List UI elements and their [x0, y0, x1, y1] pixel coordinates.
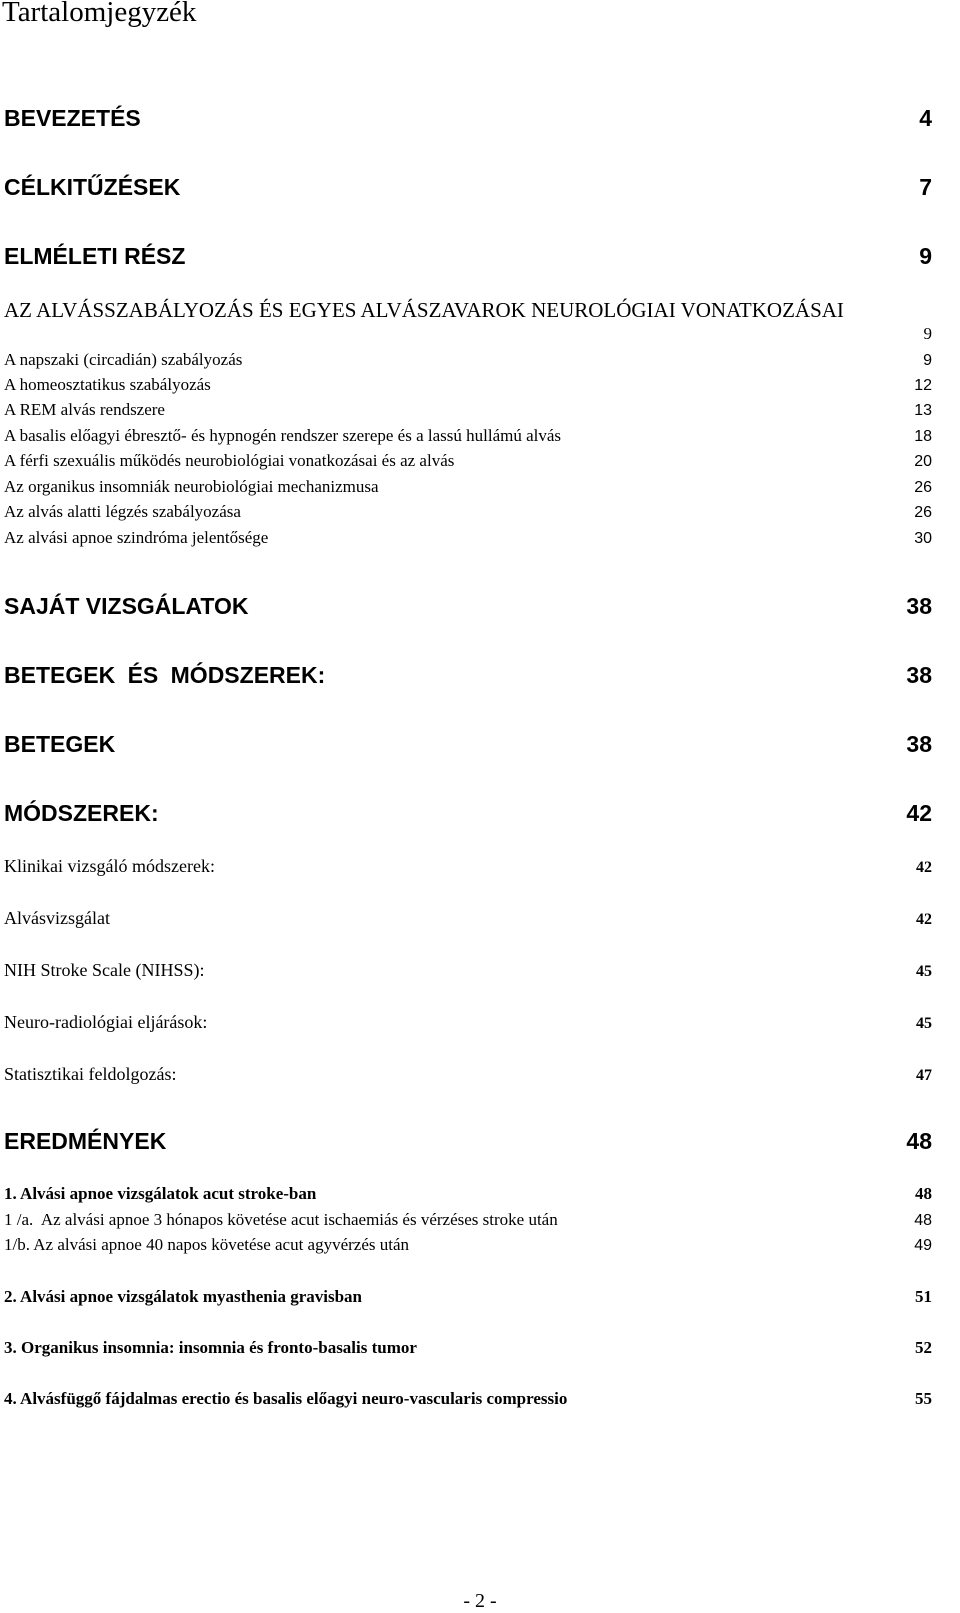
toc-page-number: 13 [914, 402, 932, 419]
toc-entry-rem-alvas[interactable] [4, 400, 932, 420]
toc-page-number: 38 [906, 593, 932, 619]
toc-entry-text: Az organikus insomniák neurobiológiai mechanizmusa [4, 477, 379, 496]
toc-page-number: 52 [915, 1338, 932, 1357]
toc-entry-homeosztatikus[interactable] [4, 375, 932, 395]
toc-page-number: 42 [916, 859, 932, 876]
toc-entry-text: 4. Alvásfüggő fájdalmas erectio és basalis előagyi neuro-vascularis compressio [4, 1389, 568, 1408]
toc-entry-napszaki[interactable] [4, 350, 932, 370]
toc-entry-sajat-vizsgalatok[interactable] [4, 593, 932, 620]
toc-entry-result-3[interactable] [4, 1338, 932, 1358]
toc-entry-eredmenyek[interactable] [4, 1128, 932, 1155]
toc-entry-text: A napszaki (circadián) szabályozás [4, 350, 243, 369]
toc-page-number: 4 [919, 105, 932, 131]
toc-entry-result-1a[interactable] [4, 1210, 932, 1230]
toc-page-number: 12 [914, 377, 932, 394]
toc-entry-neuro-radiologiai[interactable] [4, 1012, 932, 1033]
toc-entry-bevezetes[interactable] [4, 105, 932, 132]
toc-entry-text: 3. Organikus insomnia: insomnia és fronto-basalis tumor [4, 1338, 417, 1357]
toc-entry-result-1[interactable] [4, 1184, 932, 1204]
toc-entry-nihss[interactable] [4, 960, 932, 981]
toc-entry-text: ELMÉLETI RÉSZ [4, 243, 186, 269]
toc-page-number: 20 [914, 453, 932, 470]
toc-entry-modszerek[interactable] [4, 800, 932, 827]
toc-page-number: 9 [923, 324, 932, 343]
page-title: Tartalomjegyzék [2, 0, 197, 28]
toc-entry-text: SAJÁT VIZSGÁLATOK [4, 593, 249, 619]
toc-entry-text: 1. Alvási apnoe vizsgálatok acut stroke-ban [4, 1184, 317, 1203]
toc-page-number: 30 [914, 530, 932, 547]
toc-page-number: 18 [914, 428, 932, 445]
toc-entry-text: EREDMÉNYEK [4, 1128, 167, 1154]
toc-entry-elmeleti-resz[interactable] [4, 243, 932, 270]
toc-entry-text: Az alvási apnoe szindróma jelentősége [4, 528, 269, 547]
toc-entry-alvasszabalyozas-heading[interactable]: AZ ALVÁSSZABÁLYOZÁS ÉS EGYES ALVÁSZAVAROK NEUROLÓGIAI VONATKOZÁSAI [4, 298, 844, 322]
toc-page-number: 42 [906, 800, 932, 826]
toc-entry-result-4[interactable] [4, 1389, 932, 1409]
toc-entry-text: Statisztikai feldolgozás: [4, 1064, 177, 1084]
toc-entry-text: BEVEZETÉS [4, 105, 141, 131]
toc-entry-text: Neuro-radiológiai eljárások: [4, 1012, 208, 1032]
toc-entry-text: A homeosztatikus szabályozás [4, 375, 211, 394]
toc-entry-text: 1/b. Az alvási apnoe 40 napos követése acut agyvérzés után [4, 1235, 410, 1254]
toc-page-number: 48 [906, 1128, 932, 1154]
toc-page-number: 38 [906, 662, 932, 688]
toc-entry-text: 2. Alvási apnoe vizsgálatok myasthenia gravisban [4, 1287, 362, 1306]
toc-entry-ferfi-szexualis[interactable] [4, 451, 932, 471]
toc-entry-text: Alvásvizsgálat [4, 908, 110, 928]
toc-entry-organikus-insomniak[interactable] [4, 477, 932, 497]
toc-entry-klinikai[interactable] [4, 856, 932, 877]
toc-page-number: 48 [915, 1184, 932, 1203]
toc-entry-text: A basalis előagyi ébresztő- és hypnogén rendszer szerepe és a lassú hullámú alvás [4, 426, 562, 445]
toc-entry-alvasszabalyozas[interactable] [4, 324, 932, 344]
toc-entry-alvasvizsgalat[interactable] [4, 908, 932, 929]
toc-entry-legzes-szabalyozasa[interactable] [4, 502, 932, 522]
toc-entry-text: Klinikai vizsgáló módszerek: [4, 856, 215, 876]
toc-page-number: 45 [916, 1015, 932, 1032]
toc-page-number: 42 [916, 911, 932, 928]
toc-entry-text: CÉLKITŰZÉSEK [4, 174, 181, 200]
toc-entry-text: Az alvás alatti légzés szabályozása [4, 502, 241, 521]
toc-page-number: 9 [919, 243, 932, 269]
toc-page-number: 7 [919, 174, 932, 200]
toc-entry-result-1b[interactable] [4, 1235, 932, 1255]
page-number-footer: - 2 - [463, 1590, 497, 1612]
toc-page-number: 45 [916, 963, 932, 980]
toc-entry-betegek[interactable] [4, 731, 932, 758]
toc-entry-celkituzesek[interactable] [4, 174, 932, 201]
toc-entry-statisztikai[interactable] [4, 1064, 932, 1085]
toc-entry-result-2[interactable] [4, 1287, 932, 1307]
toc-page-number: 51 [915, 1287, 932, 1306]
toc-entry-text: A REM alvás rendszere [4, 400, 165, 419]
toc-entry-text: 1 /a. Az alvási apnoe 3 hónapos követése acut ischaemiás és vérzéses stroke után [4, 1210, 558, 1229]
toc-page-number: 9 [923, 352, 932, 369]
toc-entry-apnoe-jelentosege[interactable] [4, 528, 932, 548]
toc-entry-text: MÓDSZEREK: [4, 800, 159, 826]
toc-page-number: 26 [914, 479, 932, 496]
toc-entry-basalis-eloagyi[interactable] [4, 426, 932, 446]
toc-entry-text: BETEGEK [4, 731, 116, 757]
toc-page-number: 26 [914, 504, 932, 521]
toc-page-number: 47 [916, 1067, 932, 1084]
toc-entry-text: NIH Stroke Scale (NIHSS): [4, 960, 205, 980]
toc-entry-text: BETEGEK ÉS MÓDSZEREK: [4, 662, 326, 688]
toc-page-number: 38 [906, 731, 932, 757]
toc-page-number: 55 [915, 1389, 932, 1408]
toc-page-number: 49 [914, 1237, 932, 1254]
toc-entry-text: A férfi szexuális működés neurobiológiai vonatkozásai és az alvás [4, 451, 455, 470]
toc-entry-betegek-es-modszerek[interactable] [4, 662, 932, 689]
toc-page-number: 48 [914, 1212, 932, 1229]
